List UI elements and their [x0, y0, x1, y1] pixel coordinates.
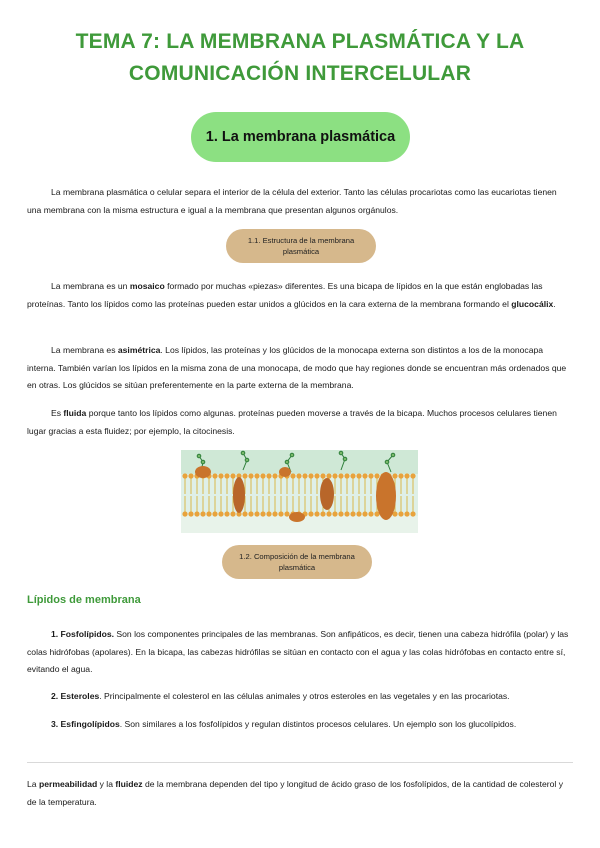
text: . Principalmente el colesterol en las células animales y otros esteroles en las vegetales y en las procariotas. — [99, 691, 510, 701]
subsection-heading-estructura — [226, 229, 376, 263]
membrane-illustration — [181, 450, 418, 533]
subsection-heading-composicion — [222, 545, 372, 579]
subsection-2-line-1: 1.2. Composición de la membrana — [239, 552, 355, 561]
text: formado por muchas «piezas» diferentes. Es una bicapa de lípidos en la que están englobadas las proteínas. Tanto los lípidos como las proteínas pueden estar unidos a glúcidos en la cara externa de la membrana formando el — [27, 281, 543, 309]
peripheral-protein-3 — [289, 512, 305, 522]
peripheral-protein-1 — [195, 466, 211, 478]
list-item-esfingolipidos — [27, 716, 573, 734]
integral-protein-2 — [320, 478, 334, 510]
text: . — [553, 298, 556, 309]
text: porque tanto los lípidos como algunas. proteínas pueden moverse a través de la bicapa. Muchos procesos celulares tienen lugar gracias a esta fluidez; por ejemplo, la citocinesis. — [27, 408, 557, 436]
term-esfingolipidos: 3. Esfingolípidos — [51, 719, 120, 729]
integral-protein-1 — [233, 477, 245, 513]
term-esteroles: 2. Esteroles — [51, 691, 100, 701]
section-heading-label: 1. La membrana plasmática — [205, 129, 396, 145]
list-item-fosfolipidos — [27, 626, 573, 679]
subheading-lipidos: Lípidos de membrana — [27, 594, 141, 606]
term-fluidez: fluidez — [115, 779, 143, 789]
term-fosfolipidos: 1. Fosfolípidos. — [51, 629, 115, 639]
text: Son los componentes principales de las membranas. Son anfipáticos, es decir, tienen una cabeza hidrófila (polar) y las colas hidrófobas (apolares). En la bicapa, las cabezas hidrófilas se sitúan en contacto con el agua y las colas hidrófobas en contacto entre sí, evitando el agua. — [27, 629, 569, 674]
page-title — [0, 26, 600, 90]
closing-paragraph — [27, 776, 573, 811]
term-mosaico: mosaico — [129, 281, 165, 291]
divider — [27, 762, 573, 763]
subsection-1-line-2: plasmática — [282, 247, 320, 256]
term-permeabilidad: permeabilidad — [38, 779, 98, 789]
page-title-line-2: COMUNICACIÓN INTERCELULAR — [128, 62, 472, 85]
paragraph-asimetrica — [27, 342, 573, 395]
intro-paragraph — [27, 184, 573, 219]
text: La membrana es — [51, 345, 118, 355]
term-fluida: fluida — [63, 408, 87, 418]
text: Es — [51, 408, 64, 418]
list-item-esteroles — [27, 688, 573, 706]
paragraph-fluida — [27, 405, 573, 440]
paragraph-mosaico — [27, 278, 573, 313]
subsection-1-line-1: 1.1. Estructura de la membrana — [247, 236, 355, 245]
text: de la membrana dependen del tipo y longitud de ácido graso de los fosfolípidos, de la cantidad de colesterol y de la temperatura. — [27, 779, 564, 807]
peripheral-protein-2 — [279, 467, 291, 477]
text: La membrana es un — [51, 281, 130, 291]
text: . Los lípidos, las proteínas y los glúcidos de la monocapa externa son distintos a los de la monocapa interna. También varían los lípidos en la misma zona de una monocapa, de modo que hay regiones donde se encuentran más ordenados que en otras. Los glúcidos se sitúan preferentemente en la parte externa de la membrana. — [27, 345, 567, 390]
page-title-line-1: TEMA 7: LA MEMBRANA PLASMÁTICA Y LA — [75, 30, 525, 53]
integral-protein-3 — [376, 472, 396, 520]
text: La — [27, 779, 39, 789]
term-asimetrica: asimétrica — [117, 345, 161, 355]
subsection-2-line-2: plasmática — [278, 563, 316, 572]
text: y la — [97, 779, 116, 789]
section-heading-membrana — [191, 112, 410, 162]
term-glucocalix: glucocálix — [511, 298, 554, 309]
text: . Son similares a los fosfolípidos y regulan distintos procesos celulares. Un ejemplo son los glucolípidos. — [119, 719, 517, 729]
intro-text: La membrana plasmática o celular separa el interior de la célula del exterior. Tanto las células procariotas como las eucariotas tienen una membrana con la misma estructura e igual a la membrana que presentan algunos orgánulos. — [27, 187, 557, 215]
extracellular-space — [181, 450, 418, 474]
